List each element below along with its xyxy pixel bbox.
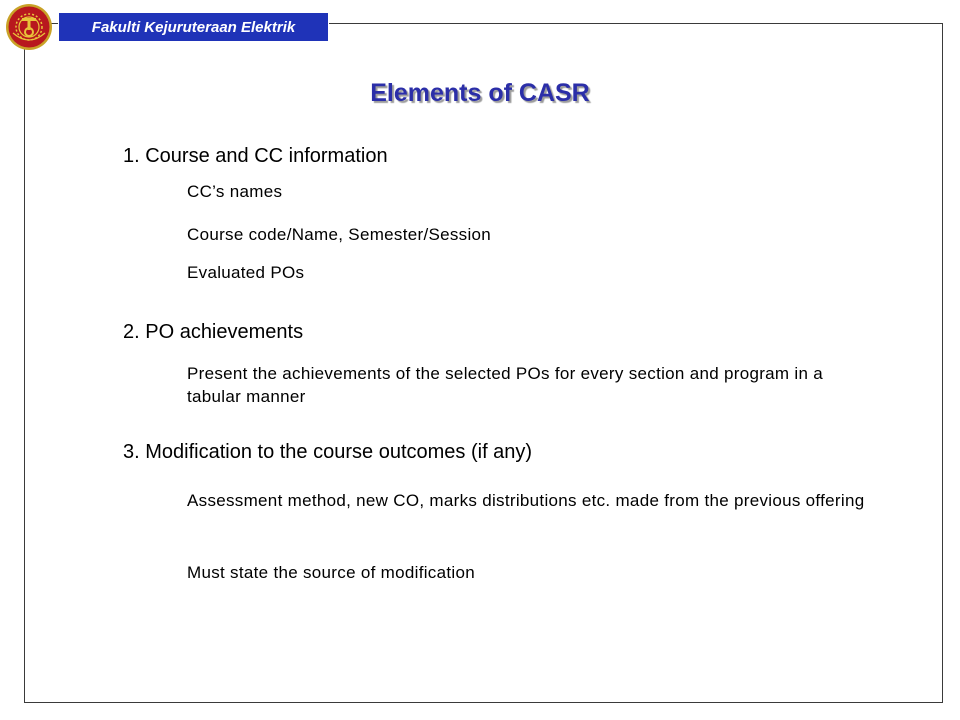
list-item-source-of-modification: Must state the source of modification xyxy=(187,563,475,582)
list-item-evaluated-pos: Evaluated POs xyxy=(187,263,305,282)
slide-title: Elements of CASR xyxy=(370,79,590,107)
list-item-present-achievements: Present the achievements of the selected POs for every section and program in a tabular manner xyxy=(187,364,824,406)
list-item-assessment-method: Assessment method, new CO, marks distributions etc. made from the previous offering xyxy=(187,491,865,510)
section-heading-course-info: 1. Course and CC information xyxy=(123,145,388,167)
section-heading-po-achievements: 2. PO achievements xyxy=(123,321,304,343)
section-heading-modification: 3. Modification to the course outcomes (if any) xyxy=(123,441,533,463)
list-item-cc-names: CC’s names xyxy=(187,182,283,201)
university-crest-icon xyxy=(5,3,53,51)
list-item-course-code: Course code/Name, Semester/Session xyxy=(187,225,492,244)
faculty-banner xyxy=(58,12,329,42)
faculty-name: Fakulti Kejuruteraan Elektrik xyxy=(91,18,296,36)
